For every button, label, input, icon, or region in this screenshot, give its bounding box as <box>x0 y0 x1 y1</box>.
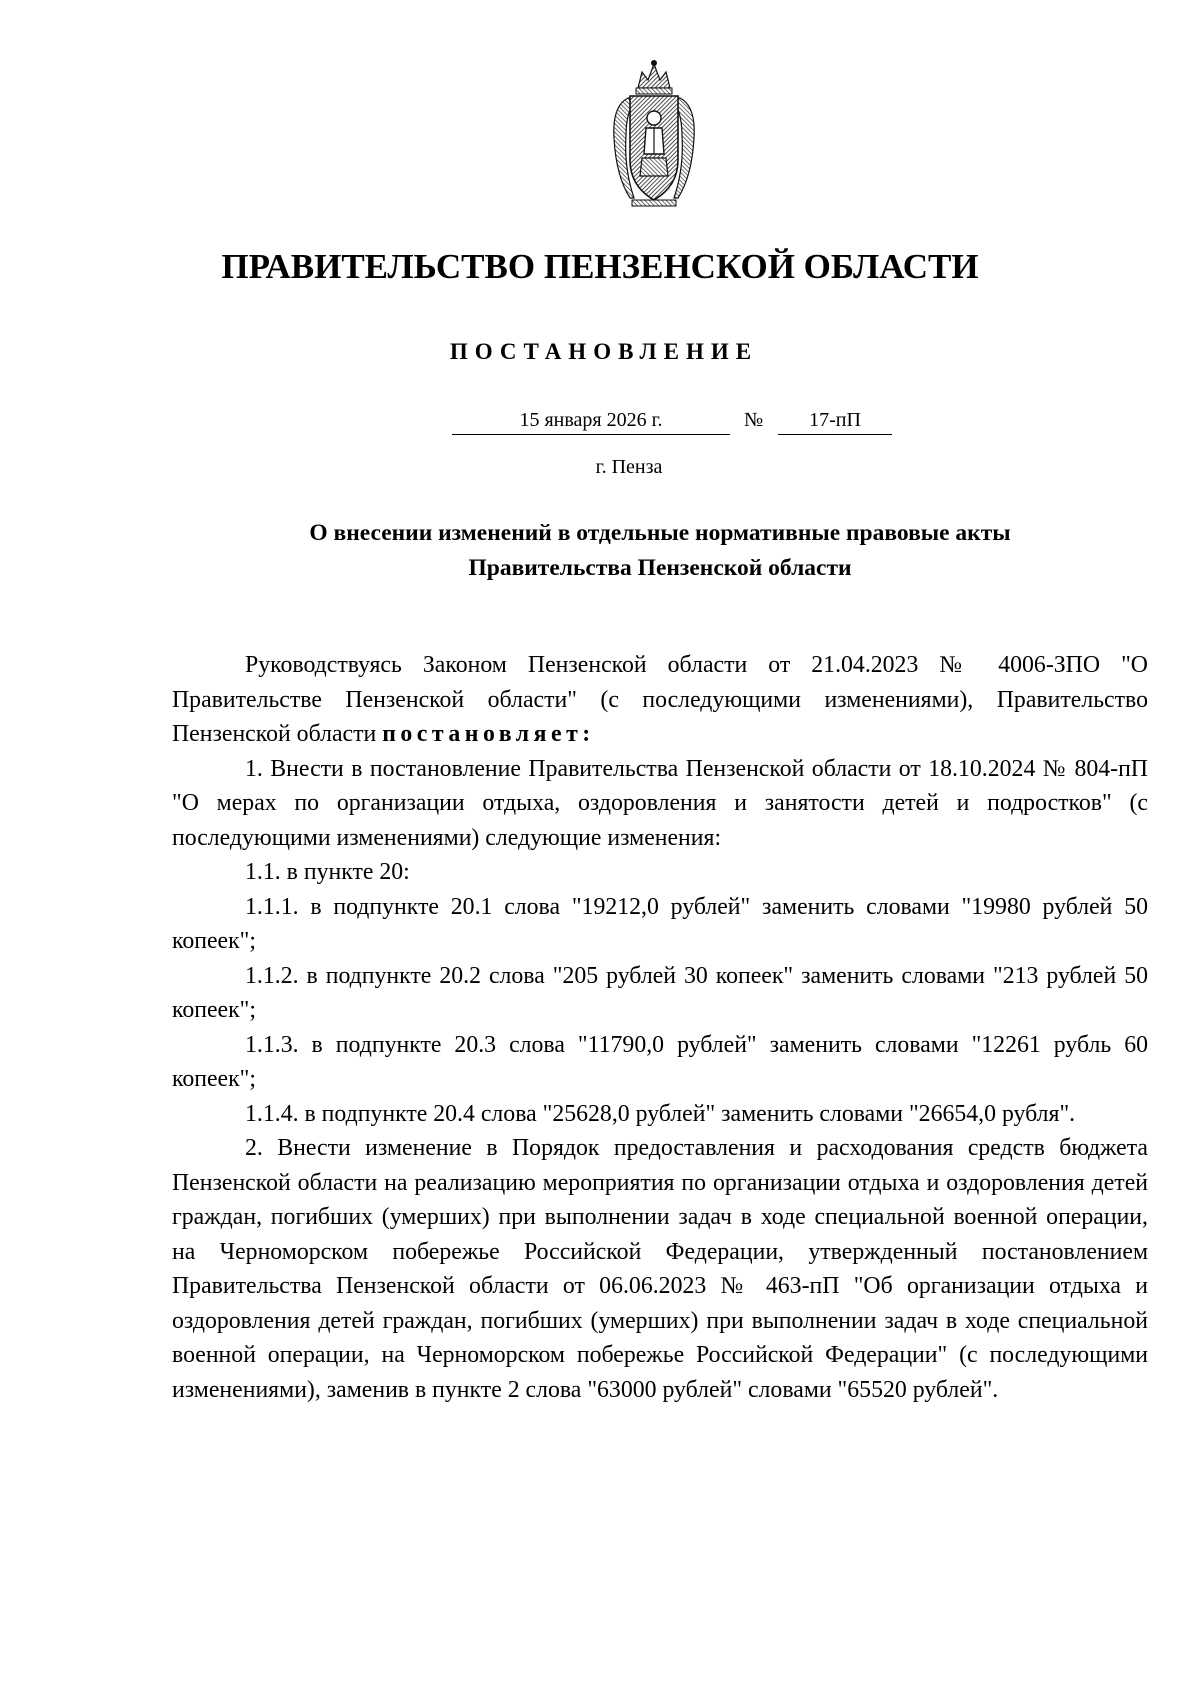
item-2-paragraph: 2. Внести изменение в Порядок предоставления и расходования средств бюджета Пензенской области на реализацию мероприятия по организации отдыха и оздоровления детей граждан, погибших (умерших) при выполнении задач в ходе специальной военной операции, на Черноморском побережье Российской Федерации, утвержденный постановлением Правительства Пензенской области от 06.06.2023 № 463-пП "Об организации отдыха и оздоровления детей граждан, погибших (умерших) при выполнении задач в ходе специальной военной операции, на Черноморском побережье Российской Федерации" (с последующими изменениями), заменив в пункте 2 слова "63000 рублей" словами "65520 рублей". <box>172 1135 1148 1403</box>
item-1-1-4-paragraph: 1.1.4. в подпункте 20.4 слова "25628,0 рублей" заменить словами "26654,0 рубля". <box>245 1100 1076 1127</box>
item-1-1-1-paragraph: 1.1.1. в подпункте 20.1 слова "19212,0 рублей" заменить словами "19980 рублей 50 копеек"; <box>172 893 1148 954</box>
number-sign: № <box>744 409 764 431</box>
document-subject <box>172 516 1148 586</box>
document-number: 17-пП <box>778 408 892 435</box>
subject-line-1: О внесении изменений в отдельные нормативные правовые акты <box>309 520 1011 546</box>
item-1-1-3-paragraph: 1.1.3. в подпункте 20.3 слова "11790,0 рублей" заменить словами "12261 рубль 60 копеек"; <box>172 1031 1148 1092</box>
preamble-text: Руководствуясь Законом Пензенской области от 21.04.2023 № 4006-ЗПО "О Правительстве Пензенской области" (с последующими изменениями), Правительство Пензенской области <box>172 652 1148 747</box>
document-body <box>172 648 1148 1407</box>
date-number-line <box>0 408 1200 438</box>
decree-word: постановляет: <box>382 721 595 747</box>
document-date: 15 января 2026 г. <box>452 408 730 435</box>
item-1-1-2-paragraph: 1.1.2. в подпункте 20.2 слова "205 рублей 30 копеек" заменить словами "213 рублей 50 копеек"; <box>172 962 1148 1023</box>
subject-line-2: Правительства Пензенской области <box>468 555 852 581</box>
item-1-1-paragraph: 1.1. в пункте 20: <box>245 859 410 885</box>
preamble-paragraph <box>172 648 1148 752</box>
government-title: ПРАВИТЕЛЬСТВО ПЕНЗЕНСКОЙ ОБЛАСТИ <box>221 247 979 286</box>
document-type-title: ПОСТАНОВЛЕНИЕ <box>449 339 759 364</box>
penza-coat-of-arms-icon <box>608 58 700 210</box>
city-name: г. Пенза <box>595 456 663 478</box>
item-1-paragraph: 1. Внести в постановление Правительства Пензенской области от 18.10.2024 № 804-пП "О мерах по организации отдыха, оздоровления и занятости детей и подростков" (с последующими изменениями) следующие изменения: <box>172 755 1148 851</box>
